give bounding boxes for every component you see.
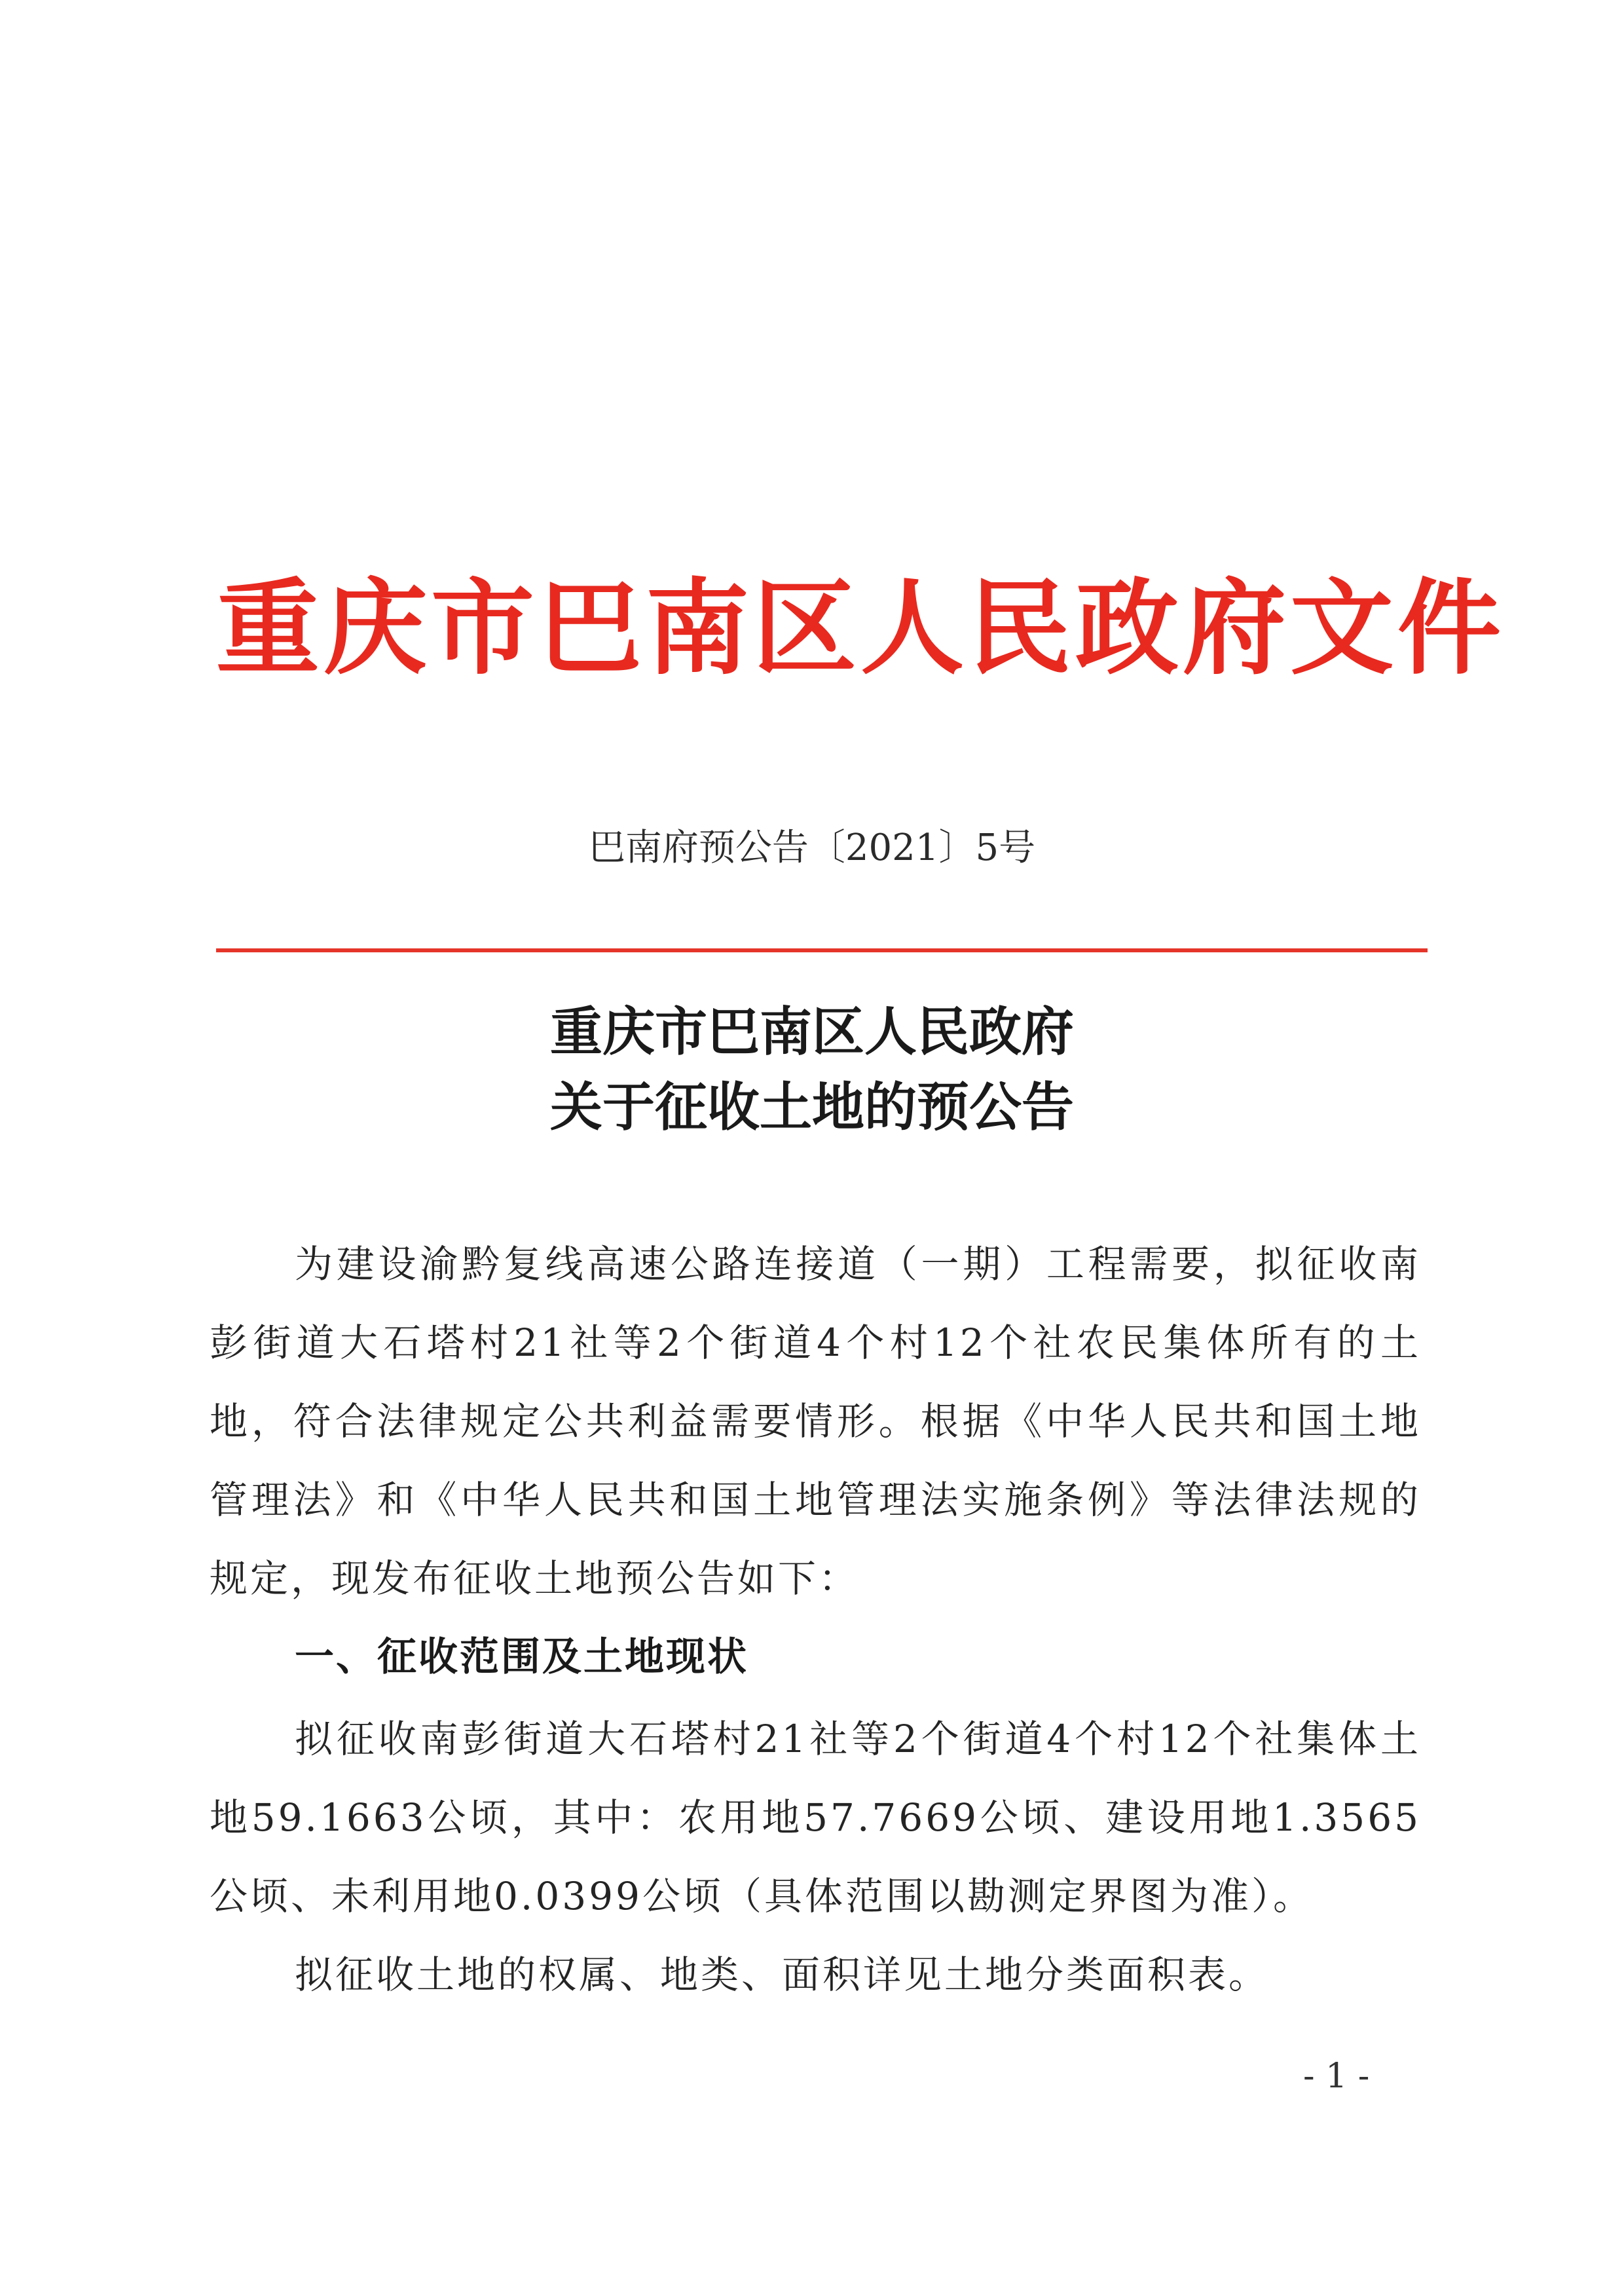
section-heading-1: 一、征收范围及土地现状: [295, 1634, 748, 1680]
notice-title-line-2: 关于征收土地的预公告: [550, 1076, 1074, 1138]
red-divider-line: [216, 948, 1428, 952]
section-1-paragraph-2: 拟征收土地的权属、地类、面积详见土地分类面积表。: [295, 1952, 1270, 1997]
notice-title-line-1: 重庆市巴南区人民政府: [550, 1001, 1074, 1062]
section-1-paragraph-1: 拟征收南彭街道大石塔村21社等2个街道4个村12个社集体土地59.1663公顷，其中：农用地57.7669公顷、建设用地1.3565公顷、未利用地0.0399公顷（具体范围以勘测定界图为准）。: [210, 1717, 1421, 1918]
document-number: 巴南府预公告〔2021〕5号: [588, 827, 1036, 869]
masthead-title: 重庆市巴南区人民政府文件: [216, 568, 1505, 689]
page-number: - 1 -: [1303, 2057, 1370, 2096]
intro-paragraph: 为建设渝黔复线高速公路连接道（一期）工程需要，拟征收南彭街道大石塔村21社等2个街道4个村12个社农民集体所有的土地，符合法律规定公共利益需要情形。根据《中华人民共和国土地管理法》和《中华人民共和国土地管理法实施条例》等法律法规的规定，现发布征收土地预公告如下：: [210, 1242, 1421, 1601]
